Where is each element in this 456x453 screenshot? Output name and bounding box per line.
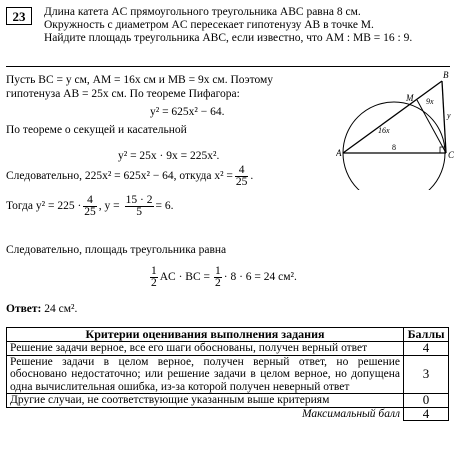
fraction-denominator: 2 (151, 276, 157, 289)
answer-label: Ответ: (6, 303, 42, 315)
solution-line-x (6, 162, 253, 190)
points-header: Баллы (404, 328, 449, 342)
area-text: AC · BC = (159, 270, 211, 283)
label-y: y (447, 111, 451, 120)
segment-cm (417, 100, 446, 153)
equation-pythagoras: y² = 625x² − 64. (150, 106, 225, 118)
criterion-points: 4 (404, 342, 449, 356)
fraction (235, 165, 249, 188)
solution-line: Пусть BC = y см, AM = 16x см и MB = 9x см. Поэтому (6, 74, 274, 86)
criterion-text: Решение задачи верное, все его шаги обоснованы, получен верный ответ (7, 342, 404, 356)
problem-line: Длина катета AC прямоугольного треугольника ABC равна 8 см. (44, 6, 361, 18)
label-b: B (443, 70, 449, 80)
problem-line: Окружность с диаметром AC пересекает гипотенузу AB в точке M. (44, 19, 374, 31)
fraction-numerator: 15 · 2 (125, 193, 153, 206)
solution-line: гипотенуза AB = 25x см. По теореме Пифагора: (6, 88, 240, 100)
fraction-denominator: 25 (235, 175, 248, 188)
criterion-text: Решение задачи в целом верное, получен верный ответ, но решение обосновано недостаточно; или решение задачи в целом верное, но допущена одна вычислительная ошибка, из-за которой получен неверный ответ (7, 355, 404, 394)
table-row (7, 342, 449, 356)
problem-statement (44, 6, 450, 45)
max-points: 4 (404, 407, 449, 421)
fraction-numerator: 4 (83, 195, 97, 207)
label-16x: 16x (378, 126, 390, 135)
fraction-denominator: 5 (136, 205, 142, 218)
solution-text: = 6. (155, 199, 174, 212)
problem-number: 23 (6, 7, 32, 25)
fraction-numerator: 4 (235, 165, 249, 177)
problem-line: Найдите площадь треугольника ABC, если известно, что AM : MB = 16 : 9. (44, 32, 413, 44)
solution-text: , y = (98, 199, 120, 212)
solution-line-y (6, 192, 174, 220)
solution-text: Тогда y² = 225 · (6, 199, 82, 212)
fraction (83, 195, 97, 218)
equation-secant: y² = 25x · 9x = 225x². (118, 150, 220, 162)
criterion-points: 3 (404, 355, 449, 394)
answer-value: 24 см². (44, 303, 78, 315)
divider (6, 66, 450, 67)
criterion-points: 0 (404, 394, 449, 408)
label-c: C (448, 150, 454, 160)
label-m: M (406, 93, 414, 103)
label-8: 8 (392, 143, 396, 152)
fraction (214, 266, 222, 289)
label-a: A (336, 148, 342, 158)
criterion-text: Другие случаи, не соответствующие указанным выше критериям (7, 394, 404, 408)
area-text: · 8 · 6 = 24 см². (223, 270, 297, 283)
table-row (7, 355, 449, 394)
solution-line: По теореме о секущей и касательной (6, 124, 187, 136)
area-formula (148, 262, 297, 292)
criteria-header: Критерии оценивания выполнения задания (7, 328, 404, 342)
max-label: Максимальный балл (7, 407, 404, 421)
criteria-table (6, 327, 449, 421)
solution-line: Следовательно, площадь треугольника равна (6, 244, 227, 256)
fraction (150, 266, 158, 289)
solution-text: Следовательно, 225x² = 625x² − 64, откуда x² = (6, 169, 233, 182)
answer (6, 303, 77, 316)
fraction-denominator: 2 (215, 276, 221, 289)
fraction-numerator: 1 (151, 264, 157, 277)
table-header-row (7, 328, 449, 342)
period: . (250, 169, 254, 182)
fraction (125, 195, 154, 218)
label-9x: 9x (426, 97, 434, 106)
table-row (7, 394, 449, 408)
fraction-denominator: 25 (84, 205, 96, 218)
max-row (7, 407, 449, 421)
fraction-numerator: 1 (215, 264, 221, 277)
geometry-figure (336, 70, 454, 190)
